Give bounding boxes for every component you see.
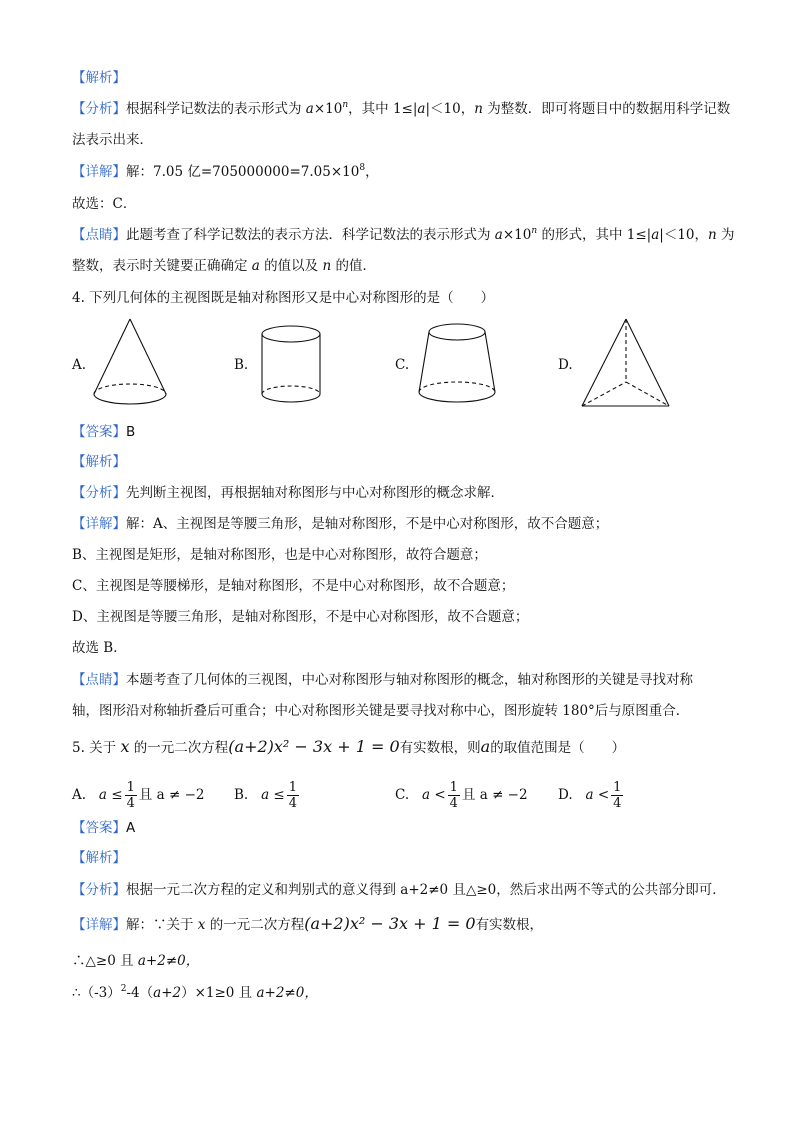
q4-line-d: D、主视图是等腰三角形，是轴对称图形，不是中心对称图形，故不合题意； xyxy=(72,609,529,625)
q5-so2: $\therefore(-3)^2-4(a+2)\times 1\ge 0$ 且 a+2≠0， xyxy=(72,984,318,1001)
q4-answer: 【答案】B xyxy=(72,424,136,440)
q5-so1: ∴△≥0 且 a+2≠0， xyxy=(72,953,200,969)
cone-figure xyxy=(90,316,170,410)
q4-dianjing-line1: 【点睛】本题考查了几何体的三视图，中心对称图形与轴对称图形的概念，轴对称图形的关键是寻找对称 xyxy=(72,672,693,688)
q4-option-b-label: B. xyxy=(234,357,249,373)
q5-stem: 5. 关于 x 的一元二次方程(a+2)x² − 3x + 1 = 0有实数根，则a的取值范围是（ ） xyxy=(72,737,626,756)
pyramid-figure xyxy=(578,314,674,410)
q5-option-d: D. a < $\frac{1}{4}$ xyxy=(558,780,622,811)
q5-option-a: A. a ≤ $\frac{1}{4}$ 且 a ≠ −2 xyxy=(72,780,205,811)
q5-analysis-header: 【解析】 xyxy=(72,850,126,866)
q4-option-a-label: A. xyxy=(72,357,87,373)
q4-fenxi: 【分析】先判断主视图，再根据轴对称图形与中心对称图形的概念求解． xyxy=(72,485,504,501)
q3-dianjing-line2: 整数，表示时关键要正确确定 a 的值以及 n 的值． xyxy=(72,258,376,274)
q5-answer: 【答案】A xyxy=(72,820,136,836)
q3-dianjing-line1: 【点睛】此题考查了科学记数法的表示方法．科学记数法的表示形式为 $a\times 10^n$ 的形式，其中 1≤|a|＜10，n 为 xyxy=(72,226,735,243)
q4-dianjing-line2: 轴，图形沿对称轴折叠后可重合；中心对称图形关键是要寻找对称中心，图形旋转 180°后与原图重合． xyxy=(72,703,690,719)
frustum-figure xyxy=(414,320,500,406)
analysis-header: 【解析】 xyxy=(72,70,126,86)
q4-analysis-header: 【解析】 xyxy=(72,454,126,470)
q3-xiangjie: 【详解】解：7.05 亿$=705000000=7.05\times 10^8$， xyxy=(72,163,379,180)
q5-fenxi: 【分析】根据一元二次方程的定义和判别式的意义得到 a+2≠0 且△≥0，然后求出两不等式的公共部分即可． xyxy=(72,882,726,898)
q4-stem: 4. 下列几何体的主视图既是轴对称图形又是中心对称图形的是（ ） xyxy=(72,290,495,306)
q4-option-c-label: C. xyxy=(395,357,410,373)
q5-equation: (a+2)x² − 3x + 1 = 0 xyxy=(228,737,400,756)
q4-line-c: C、主视图是等腰梯形，是轴对称图形，不是中心对称图形，故不合题意； xyxy=(72,578,515,594)
q3-fenxi-line1: 【分析】根据科学记数法的表示形式为 $a\times 10^n$，其中 1≤|a|＜10，n 为整数．即可将题目中的数据用科学记数 xyxy=(72,100,731,117)
q5-options xyxy=(72,770,733,814)
q5-xiangjie: 【详解】解：∵关于 x 的一元二次方程(a+2)x² − 3x + 1 = 0有实数根， xyxy=(72,914,544,933)
q3-guxuan: 故选：C． xyxy=(72,196,137,212)
q4-xiangjie: 【详解】解：A、主视图是等腰三角形，是轴对称图形，不是中心对称图形，故不合题意； xyxy=(72,516,609,532)
q4-guxuan: 故选 B． xyxy=(72,640,127,656)
q3-fenxi-line2: 法表示出来． xyxy=(72,132,153,148)
q5-option-c: C. a < $\frac{1}{4}$ 且 a ≠ −2 xyxy=(395,780,528,811)
q4-option-d-label: D. xyxy=(558,357,573,373)
q5-option-b: B. a ≤ $\frac{1}{4}$ xyxy=(234,780,298,811)
cylinder-figure xyxy=(256,324,326,406)
q4-line-b: B、主视图是矩形，是轴对称图形，也是中心对称图形，故符合题意； xyxy=(72,547,487,563)
